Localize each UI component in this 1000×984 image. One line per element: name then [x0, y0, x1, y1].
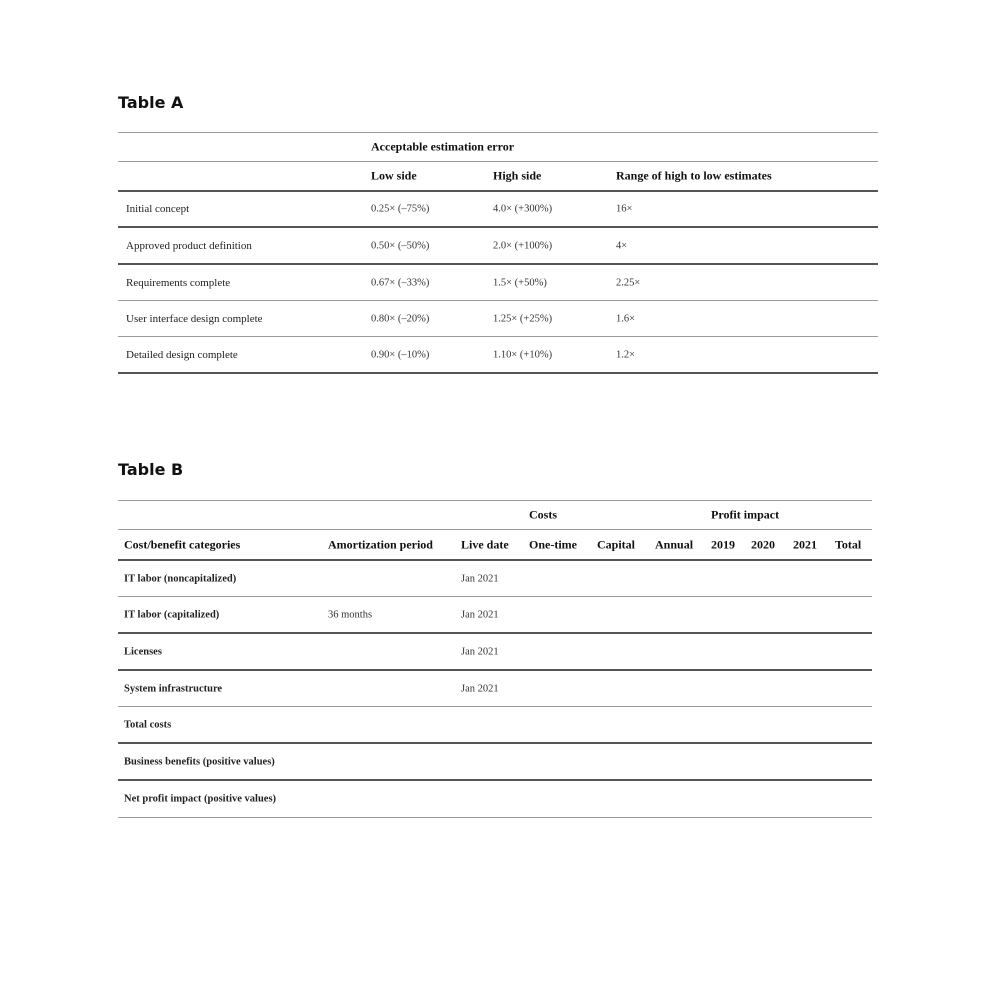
- table-row: [118, 228, 878, 265]
- group-header-estimation-error: Acceptable estimation error: [371, 139, 515, 154]
- column-header-amortization: Amortization period: [328, 537, 433, 551]
- live-date-value: Jan 2021: [461, 609, 499, 620]
- column-header-2021: 2021: [793, 537, 817, 551]
- column-header-annual: Annual: [655, 537, 694, 551]
- high-side-value: 2.0× (+100%): [493, 240, 553, 251]
- row-label: Licenses: [124, 646, 162, 657]
- low-side-value: 0.50× (–50%): [371, 240, 430, 251]
- range-value: 4×: [616, 240, 628, 251]
- high-side-value: 1.25× (+25%): [493, 313, 553, 324]
- table-row: [118, 192, 878, 228]
- group-header-profit-impact: Profit impact: [711, 507, 780, 522]
- live-date-value: Jan 2021: [461, 683, 499, 694]
- low-side-value: 0.90× (–10%): [371, 349, 430, 360]
- row-label: Initial concept: [126, 203, 190, 215]
- table-row: [118, 301, 878, 337]
- column-header-capital: Capital: [597, 537, 636, 551]
- table-row: [118, 671, 872, 707]
- column-header-total: Total: [835, 537, 862, 551]
- row-label: User interface design complete: [126, 312, 263, 325]
- live-date-value: Jan 2021: [461, 573, 499, 584]
- table-row: [118, 707, 872, 744]
- group-header-costs: Costs: [529, 507, 558, 522]
- low-side-value: 0.80× (–20%): [371, 313, 430, 324]
- range-value: 16×: [616, 203, 633, 215]
- table-b-header-row: [118, 530, 872, 561]
- table-a-group-header-row: [118, 133, 878, 162]
- row-label: Business benefits (positive values): [124, 756, 275, 767]
- high-side-value: 4.0× (+300%): [493, 203, 553, 215]
- table-row: [118, 597, 872, 634]
- table-a-title: Table A: [118, 93, 184, 112]
- row-label: Net profit impact (positive values): [124, 793, 277, 805]
- low-side-value: 0.67× (–33%): [371, 277, 430, 288]
- table-row: [118, 744, 872, 781]
- range-value: 1.6×: [616, 313, 636, 324]
- row-label: Detailed design complete: [126, 348, 238, 361]
- column-header-category: Cost/benefit categories: [124, 537, 241, 551]
- row-label: Approved product definition: [126, 239, 252, 252]
- table-row: [118, 265, 878, 301]
- table-row: [118, 634, 872, 671]
- row-label: IT labor (capitalized): [124, 609, 220, 620]
- table-row: [118, 781, 872, 818]
- column-header-one-time: One-time: [529, 537, 577, 551]
- column-header-high-side: High side: [493, 168, 542, 183]
- column-header-low-side: Low side: [371, 168, 417, 183]
- column-header-live-date: Live date: [461, 537, 509, 551]
- amortization-value: 36 months: [328, 609, 373, 620]
- live-date-value: Jan 2021: [461, 646, 499, 657]
- row-label: IT labor (noncapitalized): [124, 573, 237, 584]
- table-a-header-row: [118, 162, 878, 192]
- table-b-group-header-row: [118, 501, 872, 530]
- table-a: [118, 132, 878, 374]
- high-side-value: 1.10× (+10%): [493, 349, 553, 360]
- column-header-2020: 2020: [751, 537, 775, 551]
- range-value: 1.2×: [616, 349, 636, 360]
- table-row: [118, 337, 878, 374]
- row-label: System infrastructure: [124, 683, 223, 694]
- high-side-value: 1.5× (+50%): [493, 277, 547, 288]
- row-label: Requirements complete: [126, 276, 231, 289]
- column-header-range: Range of high to low estimates: [616, 168, 772, 183]
- row-label: Total costs: [124, 719, 172, 730]
- range-value: 2.25×: [616, 277, 641, 288]
- column-header-2019: 2019: [711, 537, 735, 551]
- table-b: [118, 500, 872, 818]
- table-row: [118, 561, 872, 597]
- table-b-title: Table B: [118, 460, 184, 479]
- low-side-value: 0.25× (–75%): [371, 203, 430, 215]
